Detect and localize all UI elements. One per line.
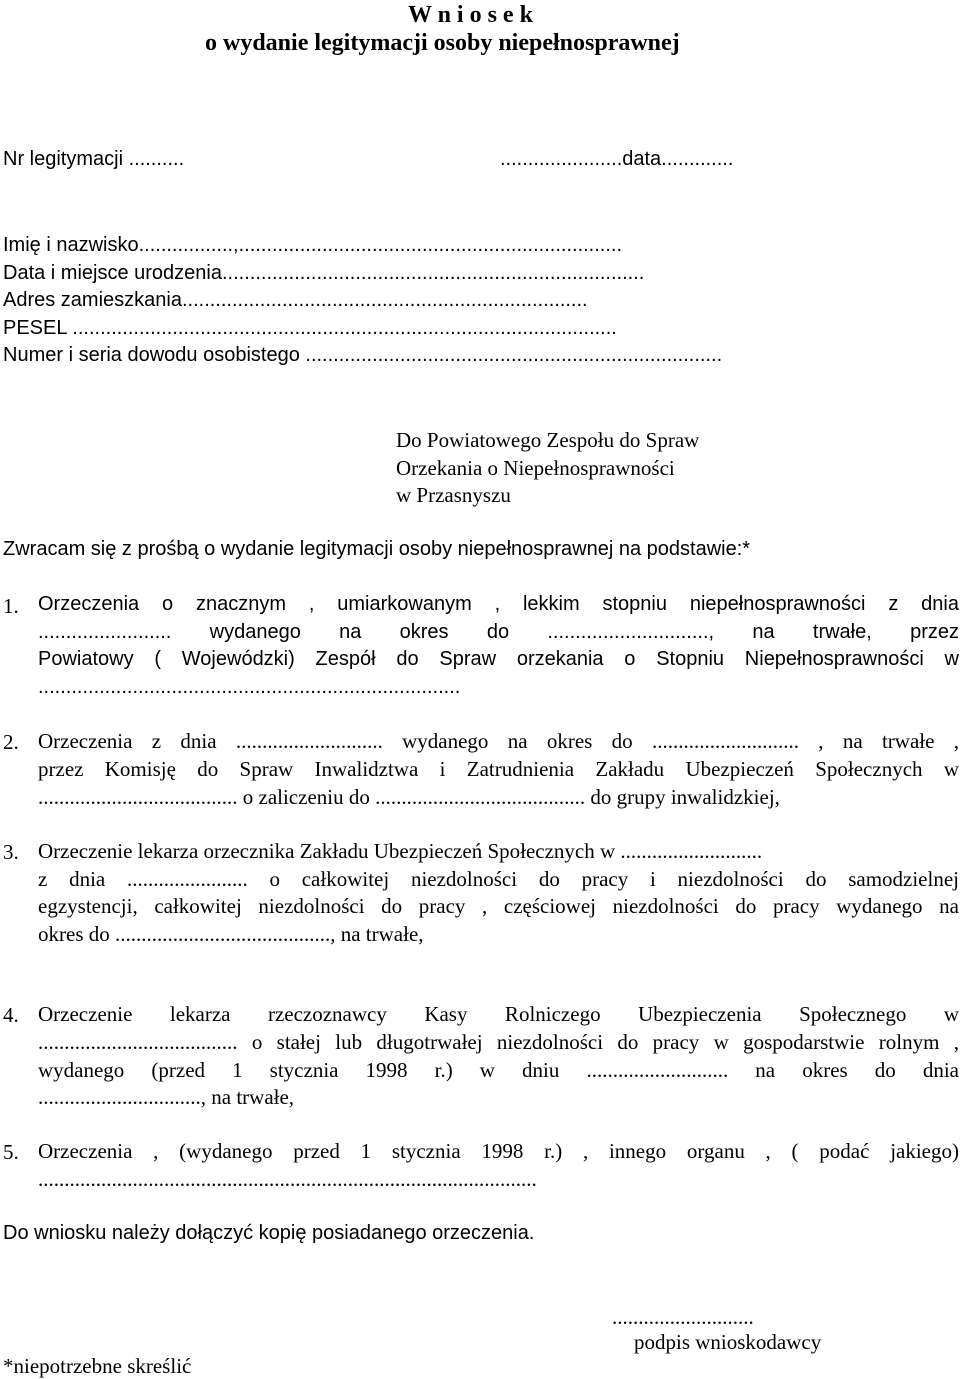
- field-dowod: Numer i seria dowodu osobistego ...........................................................................: [3, 344, 723, 366]
- addressee-line-2: Orzekania o Niepełnosprawności: [396, 456, 675, 480]
- field-pesel: PESEL ..................................................................................................: [3, 317, 617, 339]
- item-1-number: 1.: [3, 594, 19, 618]
- item-1-line-1: Orzeczenia o znacznym , umiarkowanym , lekkim stopniu niepełnosprawności z dnia: [38, 593, 959, 615]
- field-data: ......................data.............: [500, 148, 734, 170]
- item-4-number: 4.: [3, 1003, 19, 1027]
- field-imie-nazwisko: Imię i nazwisko.................,.....................................................................: [3, 234, 623, 256]
- item-3-line-2: z dnia ....................... o całkowitej niezdolności do pracy i niezdolności do samodzielnej: [38, 867, 959, 891]
- item-4-line-2: ...................................... o stałej lub długotrwałej niezdolności do pracy w gospodarstwie rolnym ,: [38, 1030, 959, 1054]
- field-nr-legitymacji: Nr legitymacji ..........: [3, 148, 185, 170]
- field-adres: Adres zamieszkania.........................................................................: [3, 289, 588, 311]
- item-3-line-4: okres do ........................................., na trwałe,: [38, 922, 424, 946]
- item-5-number: 5.: [3, 1140, 19, 1164]
- item-2-line-2: przez Komisję do Spraw Inwalidztwa i Zatrudnienia Zakładu Ubezpieczeń Społecznych w: [38, 757, 959, 781]
- item-1-line-3: Powiatowy ( Wojewódzki) Zespół do Spraw orzekania o Stopniu Niepełnosprawności w: [38, 648, 959, 670]
- footnote: *niepotrzebne skreślić: [3, 1354, 192, 1378]
- item-5-line-2: ...............................................................................................: [38, 1167, 537, 1191]
- item-4-line-1: Orzeczenie lekarza rzeczoznawcy Kasy Rolniczego Ubezpieczenia Społecznego w: [38, 1002, 959, 1026]
- signature-line: ...........................: [612, 1305, 754, 1329]
- request-statement: Zwracam się z prośbą o wydanie legitymacji osoby niepełnosprawnej na podstawie:*: [3, 538, 751, 560]
- addressee-line-3: w Przasnyszu: [396, 483, 511, 507]
- field-data-miejsce-urodzenia: Data i miejsce urodzenia............................................................................: [3, 262, 645, 284]
- item-4-line-4: ..............................., na trwałe,: [38, 1085, 295, 1109]
- item-2-number: 2.: [3, 730, 19, 754]
- item-2-line-1: Orzeczenia z dnia ............................ wydanego na okres do ............................ , na trwałe ,: [38, 729, 959, 753]
- item-3-line-1: Orzeczenie lekarza orzecznika Zakładu Ubezpieczeń Społecznych w ...........................: [38, 839, 763, 863]
- item-1-line-2: ........................ wydanego na okres do ............................., na trwałe, przez: [38, 621, 959, 643]
- addressee-line-1: Do Powiatowego Zespołu do Spraw: [396, 428, 700, 452]
- item-1-line-4: ............................................................................: [38, 676, 461, 698]
- attachment-note: Do wniosku należy dołączyć kopię posiadanego orzeczenia.: [3, 1222, 535, 1244]
- document-subtitle: o wydanie legitymacji osoby niepełnosprawnej: [205, 30, 680, 56]
- item-3-number: 3.: [3, 840, 19, 864]
- item-5-line-1: Orzeczenia , (wydanego przed 1 stycznia 1998 r.) , innego organu , ( podać jakiego): [38, 1139, 959, 1163]
- document-title: W n i o s e k: [408, 2, 533, 28]
- item-4-line-3: wydanego (przed 1 stycznia 1998 r.) w dniu ........................... na okres do dnia: [38, 1058, 959, 1082]
- item-2-line-3: ...................................... o zaliczeniu do ........................................ do grupy inwalidzkiej,: [38, 785, 780, 809]
- signature-label: podpis wnioskodawcy: [634, 1330, 822, 1354]
- item-3-line-3: egzystencji, całkowitej niezdolności do pracy , częściowej niezdolności do pracy wydanego na: [38, 894, 959, 918]
